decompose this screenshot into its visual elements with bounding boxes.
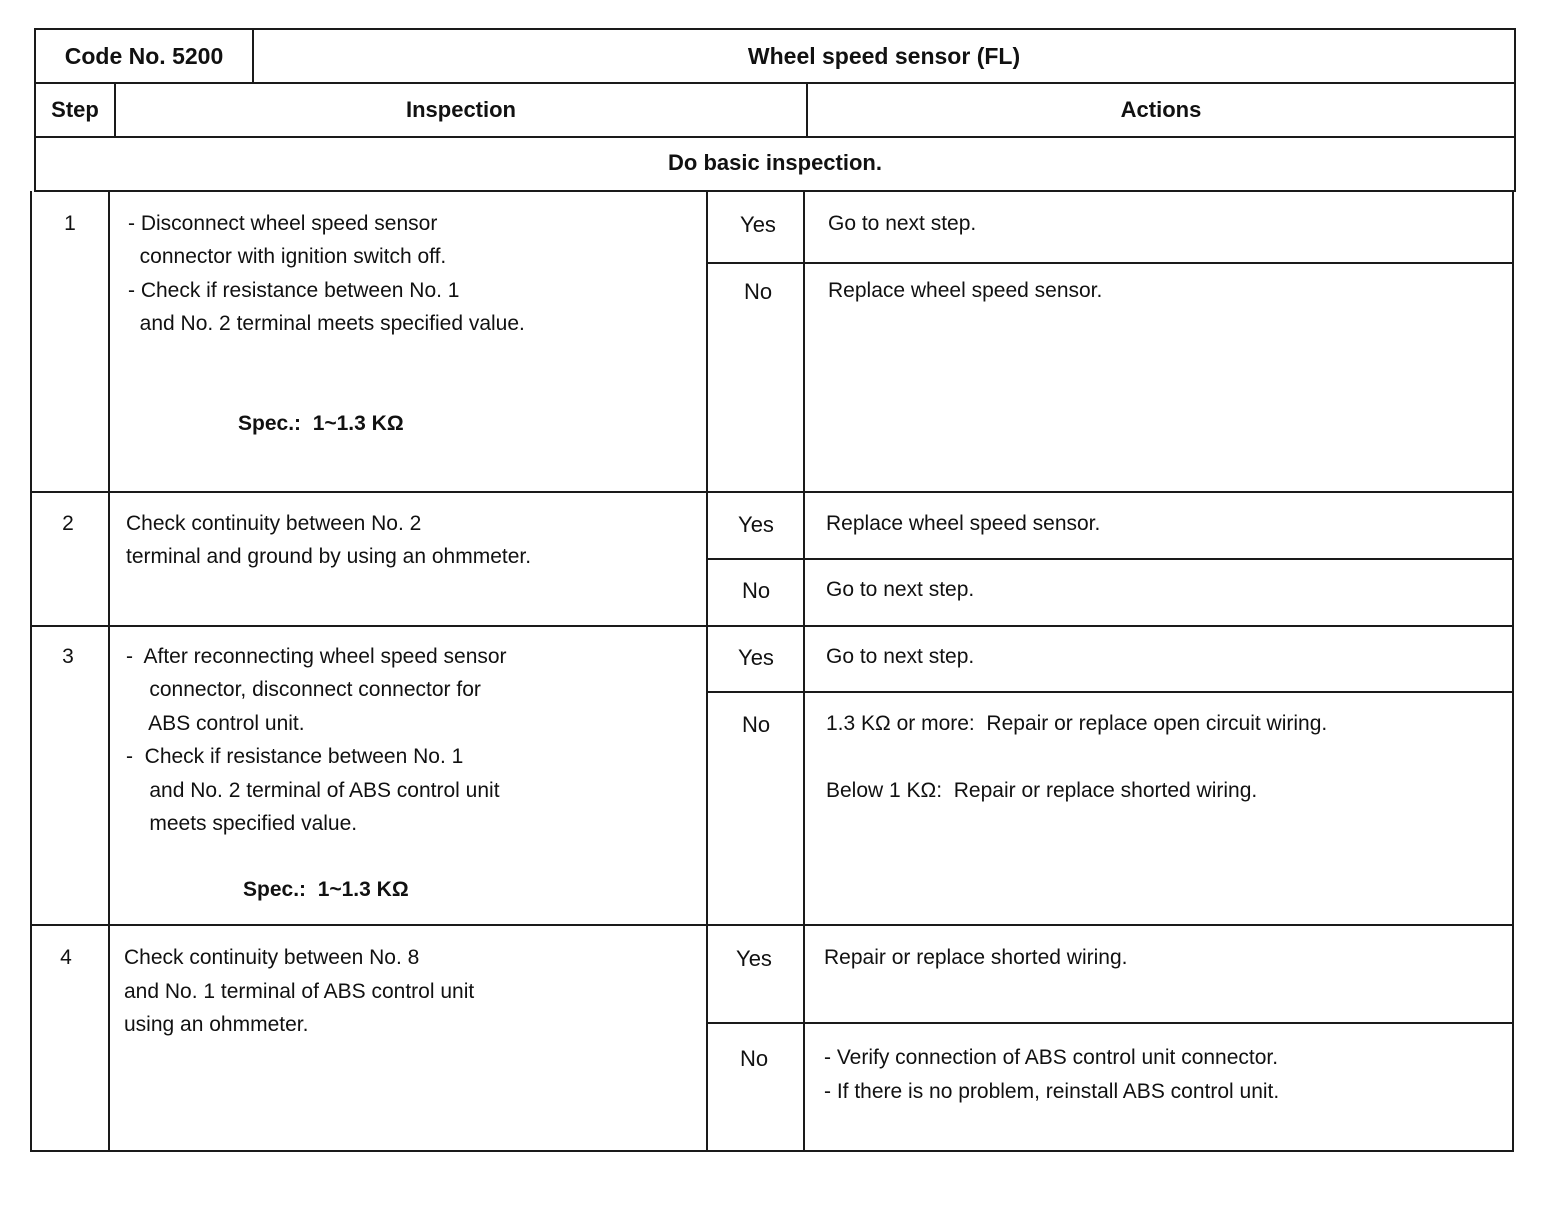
code-header-row [34,28,1516,82]
step-separator [30,625,1514,627]
no-label: No [743,279,773,304]
column-header-step: Step [36,84,116,136]
step-number: 2 [62,512,74,535]
yes-action: Go to next step. [826,645,975,668]
basic-inspection-row: Do basic inspection. [34,136,1516,192]
yes-label: Yes [740,212,776,237]
inspection-line: Check continuity between No. 8 [124,946,420,969]
yes-action: Replace wheel speed sensor. [826,512,1101,535]
inspection-line: meets specified value. [126,812,358,835]
inspection-line: connector, disconnect connector for [126,678,481,701]
yes-label: Yes [738,512,774,537]
inspection-line: ABS control unit. [126,712,305,735]
step-number: 1 [64,212,76,235]
divider-step-column [108,192,110,1152]
no-action: 1.3 KΩ or more: Repair or replace open circuit wiring. [826,712,1328,735]
inspection-line: - Disconnect wheel speed sensor [128,212,438,235]
spec-value: Spec.: 1~1.3 KΩ [243,878,409,901]
step-number: 4 [60,946,72,969]
no-action: Replace wheel speed sensor. [828,279,1103,302]
yes-action: Repair or replace shorted wiring. [824,946,1128,969]
no-action: - Verify connection of ABS control unit connector. [824,1046,1279,1069]
step-number: 3 [62,645,74,668]
inspection-line: terminal and ground by using an ohmmeter. [126,545,532,568]
inspection-line: connector with ignition switch off. [128,245,447,268]
yes-label: Yes [736,946,772,971]
inspection-line: - Check if resistance between No. 1 [128,279,460,302]
divider-yesno-column [803,192,805,1152]
column-header-inspection: Inspection [116,84,808,136]
no-action: Below 1 KΩ: Repair or replace shorted wiring. [826,779,1258,802]
inspection-line: - Check if resistance between No. 1 [126,745,464,768]
no-label: No [739,1046,769,1071]
inspection-line: using an ohmmeter. [124,1013,309,1036]
column-header-actions: Actions [1120,97,1202,122]
inspection-line: and No. 2 terminal of ABS control unit [126,779,500,802]
yes-no-separator [706,691,1514,693]
yes-no-separator [706,558,1514,560]
no-action: Go to next step. [826,578,975,601]
document-title: Wheel speed sensor (FL) [747,42,1021,69]
yes-no-separator [706,1022,1514,1024]
inspection-line: Check continuity between No. 2 [126,512,422,535]
yes-no-separator [706,262,1514,264]
no-label: No [741,712,771,737]
spec-value: Spec.: 1~1.3 KΩ [238,412,404,435]
yes-action: Go to next step. [828,212,977,235]
inspection-line: and No. 1 terminal of ABS control unit [124,980,475,1003]
column-header-row [34,82,1516,138]
no-action: - If there is no problem, reinstall ABS control unit. [824,1080,1280,1103]
divider-inspection-column [706,192,708,1152]
inspection-line: - After reconnecting wheel speed sensor [126,645,507,668]
no-label: No [741,578,771,603]
code-number: Code No. 5200 [36,30,254,82]
step-separator [30,924,1514,926]
step-separator [30,491,1514,493]
yes-label: Yes [738,645,774,670]
inspection-line: and No. 2 terminal meets specified value. [128,312,525,335]
